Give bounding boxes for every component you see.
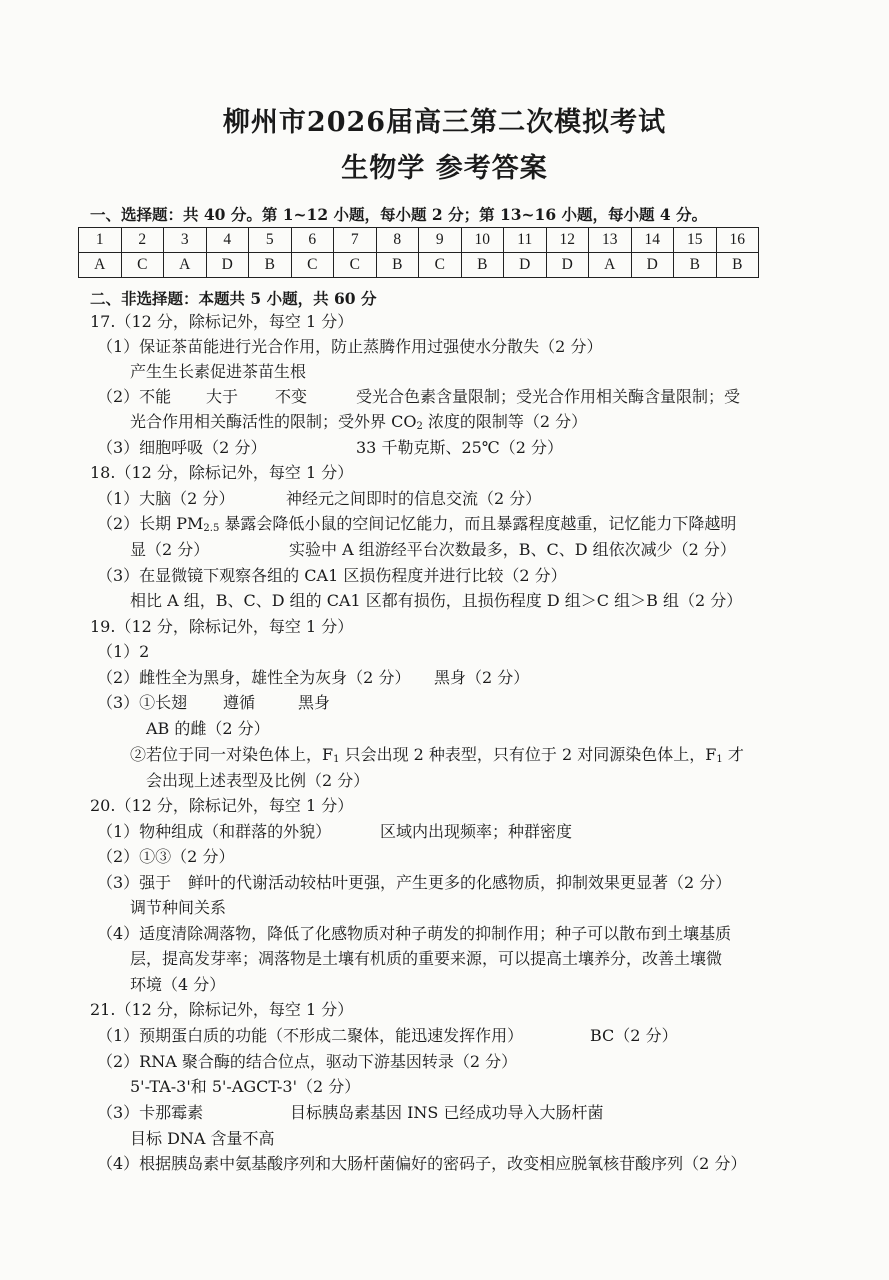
answer-cell: D [504,253,547,278]
q17-heading: 17.（12 分，除标记外，每空 1 分） [90,312,354,331]
section1-heading: 一、选择题：共 40 分。第 1~12 小题，每小题 2 分；第 13~16 小题，每小题 4 分。 [90,205,708,224]
q19-answer-3-part2: 遵循 [223,693,256,712]
co2-subscript: 2 [416,421,423,432]
q18-answer-2b-part2: 实验中 A 组游经平台次数最多，B、C、D 组依次减少（2 分） [289,540,736,559]
q19-answer-3d: 会出现上述表型及比例（2 分） [146,771,370,790]
q21-heading: 21.（12 分，除标记外，每空 1 分） [90,1000,354,1019]
q19-answer-3c-mid: 只会出现 2 种表型，只有位于 2 对同源染色体上，F [339,745,717,764]
question-number-cell: 1 [79,228,122,253]
q21-answer-4: （4）根据胰岛素中氨基酸序列和大肠杆菌偏好的密码子，改变相应脱氧核苷酸序列（2 分） [97,1154,747,1173]
q17-answer-2-part2: 大于 [206,387,239,406]
q21-answer-3b: 目标 DNA 含量不高 [130,1129,275,1148]
question-number-cell: 14 [631,228,674,253]
section2-heading: 二、非选择题：本题共 5 小题，共 60 分 [90,289,377,308]
q21-answer-3-part1: （3）卡那霉素 [97,1103,204,1122]
exam-title: 柳州市2026届高三第二次模拟考试 [222,107,667,138]
answer-cell: C [419,253,462,278]
question-number-cell: 10 [461,228,504,253]
question-number-cell: 7 [334,228,377,253]
answer-key-title: 生物学 参考答案 [341,153,548,184]
question-number-cell: 8 [376,228,419,253]
q20-answer-4: （4）适度清除凋落物，降低了化感物质对种子萌发的抑制作用；种子可以散布到土壤基质 [97,924,732,943]
answer-cell: B [249,253,292,278]
q17-answer-2b [130,412,587,432]
q18-answer-2-text: （2）长期 PM [97,514,204,533]
q20-answer-3b: 调节种间关系 [130,898,227,917]
q18-answer-2b-part1: 显（2 分） [130,540,210,559]
q19-answer-3c-text: ②若位于同一对染色体上，F [130,745,334,764]
question-number-cell: 2 [121,228,164,253]
q17-answer-2-part4: 受光合色素含量限制；受光合作用相关酶含量限制；受 [356,387,741,406]
question-number-cell: 6 [291,228,334,253]
answer-cell: C [121,253,164,278]
q20-answer-4b: 层，提高发芽率；凋落物是土壤有机质的重要来源，可以提高土壤养分，改善土壤微 [130,949,723,968]
q17-answer-2b-text: 光合作用相关酶活性的限制；受外界 CO [130,412,417,431]
q17-answer-3-part1: （3）细胞呼吸（2 分） [97,438,267,457]
q19-answer-3-part3: 黑身 [298,693,331,712]
q20-answer-1-part2: 区域内出现频率；种群密度 [380,822,573,841]
answer-cell: B [461,253,504,278]
question-number-row [79,228,759,253]
q21-answer-2b: 5'-TA-3'和 5'-AGCT-3'（2 分） [130,1077,361,1096]
question-number-cell: 3 [164,228,207,253]
q21-answer-1-part2: BC（2 分） [590,1026,678,1045]
answer-cell: D [206,253,249,278]
pm25-subscript: 2.5 [203,523,220,534]
q17-answer-2b-rest: 浓度的限制等（2 分） [422,412,588,431]
question-number-cell: 16 [716,228,759,253]
q18-answer-3: （3）在显微镜下观察各组的 CA1 区损伤程度并进行比较（2 分） [97,566,567,585]
q20-heading: 20.（12 分，除标记外，每空 1 分） [90,796,354,815]
q17-answer-1b: 产生生长素促进茶苗生根 [130,362,307,381]
q17-answer-2-part1: （2）不能 [97,387,172,406]
q19-answer-3b: AB 的雌（2 分） [146,719,270,738]
q17-answer-2-part3: 不变 [275,387,308,406]
question-number-cell: 12 [546,228,589,253]
q21-answer-3-part2: 目标胰岛素基因 INS 已经成功导入大肠杆菌 [290,1103,604,1122]
q18-heading: 18.（12 分，除标记外，每空 1 分） [90,463,354,482]
f1-subscript: 1 [333,754,340,765]
answer-cell: D [546,253,589,278]
q20-answer-2: （2）①③（2 分） [97,847,235,866]
answer-cell: B [376,253,419,278]
answer-cell: B [674,253,717,278]
q18-answer-1-part2: 神经元之间即时的信息交流（2 分） [286,489,542,508]
answer-table [78,227,759,278]
question-number-cell: 4 [206,228,249,253]
q19-answer-1: （1）2 [97,642,150,661]
answer-cell: A [589,253,632,278]
question-number-cell: 9 [419,228,462,253]
question-number-cell: 11 [504,228,547,253]
question-number-cell: 15 [674,228,717,253]
q20-answer-4c: 环境（4 分） [130,975,226,994]
q18-answer-3b: 相比 A 组，B、C、D 组的 CA1 区都有损伤，且损伤程度 D 组＞C 组＞B 组（2 分） [130,591,743,610]
q18-answer-1-part1: （1）大脑（2 分） [97,489,235,508]
q19-answer-3c-end: 才 [722,745,744,764]
answer-cell: C [334,253,377,278]
f1-subscript-2: 1 [716,754,723,765]
q18-answer-2 [97,514,736,534]
q17-answer-1: （1）保证茶苗能进行光合作用，防止蒸腾作用过强使水分散失（2 分） [97,337,603,356]
q19-answer-3-part1: （3）①长翅 [97,693,188,712]
q18-answer-2-rest: 暴露会降低小鼠的空间记忆能力，而且暴露程度越重，记忆能力下降越明 [219,514,737,533]
q20-answer-3-part2: 鲜叶的代谢活动较枯叶更强，产生更多的化感物质，抑制效果更显著（2 分） [188,873,732,892]
q19-answer-3c [130,745,744,765]
q19-answer-2-part2: 黑身（2 分） [434,668,530,687]
answer-cell: C [291,253,334,278]
question-number-cell: 5 [249,228,292,253]
answer-cell: D [631,253,674,278]
answer-row [79,253,759,278]
answer-cell: B [716,253,759,278]
q20-answer-1-part1: （1）物种组成（和群落的外貌） [97,822,332,841]
q21-answer-1-part1: （1）预期蛋白质的功能（不形成二聚体，能迅速发挥作用） [97,1026,524,1045]
answer-cell: A [79,253,122,278]
q17-answer-3-part2: 33 千勒克斯、25℃（2 分） [356,438,563,457]
q19-heading: 19.（12 分，除标记外，每空 1 分） [90,617,354,636]
answer-cell: A [164,253,207,278]
q19-answer-2-part1: （2）雌性全为黑身，雄性全为灰身（2 分） [97,668,411,687]
q20-answer-3-part1: （3）强于 [97,873,172,892]
q21-answer-2: （2）RNA 聚合酶的结合位点，驱动下游基因转录（2 分） [97,1052,518,1071]
question-number-cell: 13 [589,228,632,253]
